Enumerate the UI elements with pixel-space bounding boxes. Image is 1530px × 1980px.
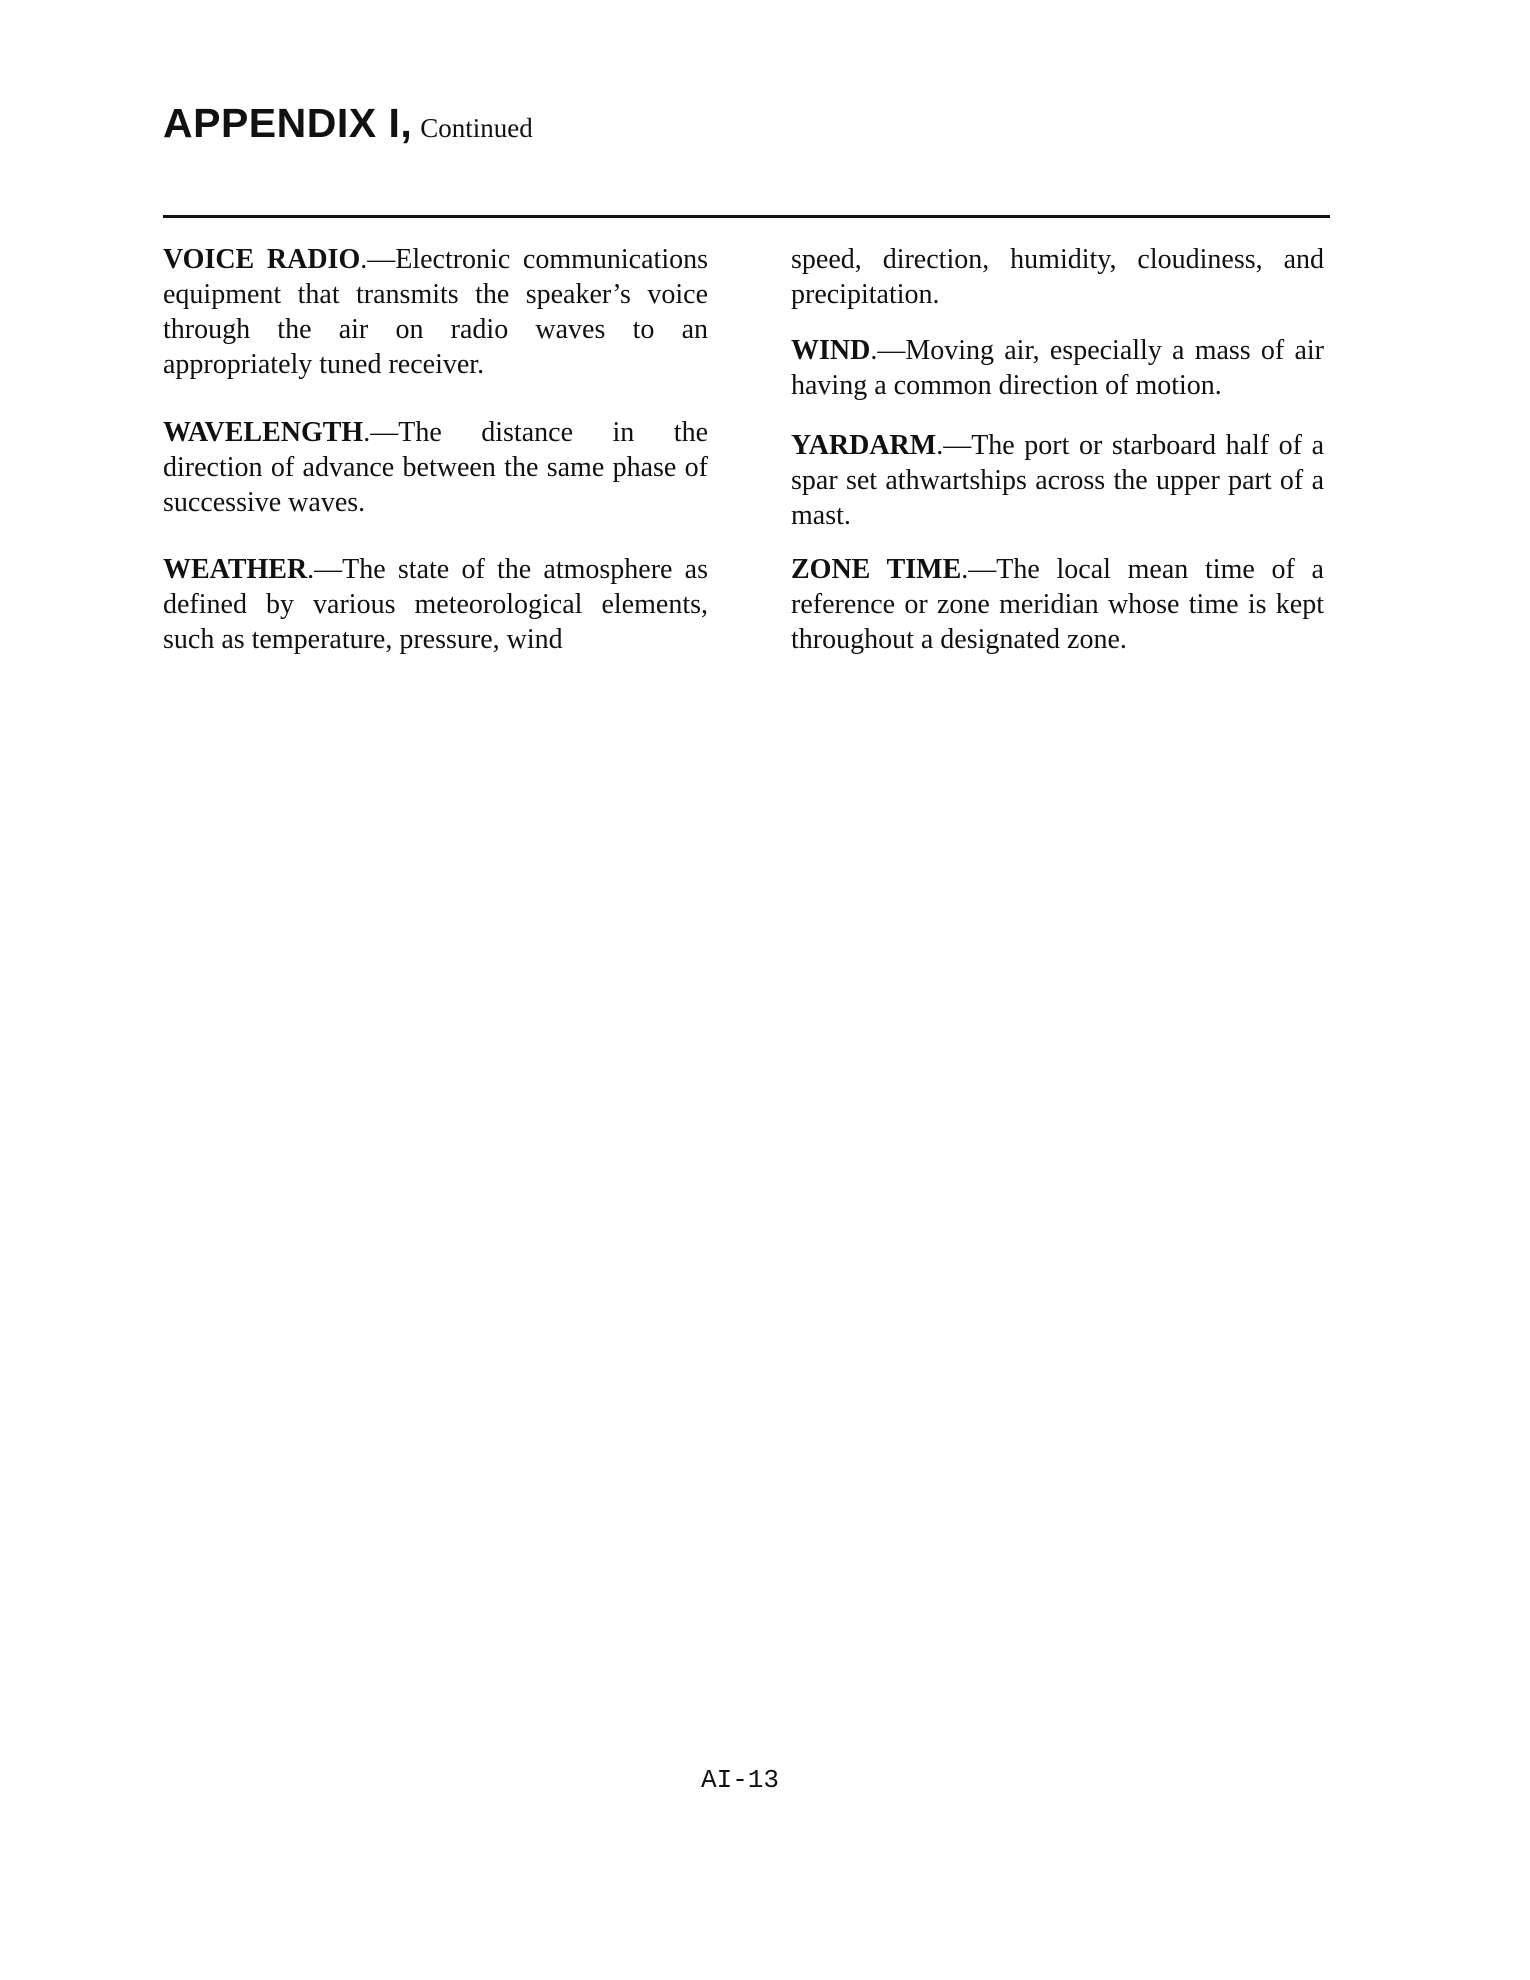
term: WAVELENGTH: [163, 417, 364, 448]
appendix-subtitle: Continued: [420, 113, 533, 143]
definition: .—The distance in the direction of advance between the same phase of successive waves.: [163, 417, 708, 518]
glossary-entry-wavelength: [163, 415, 708, 520]
term: YARDARM: [791, 430, 937, 461]
definition: .—The port or starboard half of a spar set athwartships across the upper part of a mast.: [791, 430, 1324, 531]
definition: .—The local mean time of a reference or zone meridian whose time is kept throughout a designated zone.: [791, 554, 1324, 655]
page-header: [163, 100, 533, 147]
glossary-entry-yardarm: [791, 428, 1324, 533]
glossary-entry-weather: [163, 552, 708, 657]
header-divider: [163, 215, 1330, 218]
glossary-entry-wind: [791, 333, 1324, 403]
appendix-title: APPENDIX I,: [163, 100, 413, 146]
term: WIND: [791, 335, 871, 366]
page-number: AI-13: [700, 1765, 779, 1795]
term: ZONE TIME: [791, 554, 962, 585]
glossary-entry-zone-time: [791, 552, 1324, 657]
definition: .—Moving air, especially a mass of air having a common direction of motion.: [791, 335, 1324, 401]
definition: .—The state of the atmosphere as defined by various meteorological elements, such as temperature, pressure, wind: [163, 554, 708, 655]
term: VOICE RADIO: [163, 244, 361, 275]
weather-continuation: speed, direction, humidity, cloudiness, and precipitation.: [791, 244, 1324, 310]
definition: .—Electronic communications equipment that transmits the speaker’s voice through the air on radio waves to an appropriately tuned receiver.: [163, 244, 708, 380]
term: WEATHER: [163, 554, 308, 585]
glossary-entry-voice-radio: [163, 242, 708, 382]
